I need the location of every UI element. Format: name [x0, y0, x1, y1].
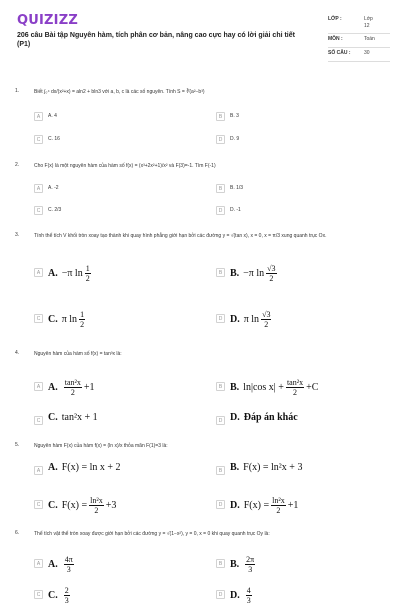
question-text: Nguyên hàm F(x) của hàm f(x) = (ln x)/x thỏa mãn F(1)=3 là:: [34, 443, 168, 449]
option-expression: π ln: [243, 314, 260, 325]
count-label: SỐ CÂU :: [328, 50, 351, 56]
option-suffix: +1: [287, 500, 299, 511]
option-letter-box: D: [216, 416, 225, 425]
option-letter-box: C: [34, 416, 43, 425]
fraction: [261, 310, 271, 329]
fraction: [266, 264, 276, 283]
fraction-denominator: 3: [64, 596, 69, 605]
fraction-numerator: 1: [85, 264, 90, 273]
subject-value: Toán: [364, 36, 375, 42]
option-letter-box: A: [34, 559, 43, 568]
option-label: B.: [230, 382, 240, 393]
fraction-denominator: 2: [269, 274, 274, 283]
fraction-denominator: 2: [80, 320, 85, 329]
fraction-numerator: 4π: [64, 555, 73, 564]
fraction-numerator: 2: [64, 586, 69, 595]
option-label: A.: [48, 559, 58, 570]
fraction-numerator: 2π: [246, 555, 255, 564]
worksheet-header: [0, 0, 400, 72]
fraction-numerator: √3: [262, 310, 271, 319]
option-letter-box: C: [34, 500, 43, 509]
fraction-numerator: ln²x: [272, 496, 285, 505]
option-label: D.: [230, 590, 240, 601]
option-text: B. 1/3: [230, 185, 244, 191]
option-label: D.: [230, 412, 240, 423]
option-letter-box: D: [216, 206, 225, 215]
question-text: Thể tích vật thể tròn xoay được giới hạn bởi các đường y = √(1−x²), y = 0, x = 0 khi quay quanh trục Oy là:: [34, 531, 270, 537]
question-number: 5.: [15, 442, 20, 448]
fraction-numerator: tan²x: [286, 378, 304, 387]
option-letter-box: B: [216, 466, 225, 475]
option-letter-box: B: [216, 382, 225, 391]
option-expression: −π ln: [243, 268, 265, 279]
option-letter-box: B: [216, 184, 225, 193]
option-letter-box: C: [34, 135, 43, 144]
option-expression: F(x) = ln x + 2: [61, 462, 121, 473]
fraction-denominator: 2: [85, 274, 90, 283]
option-letter-box: C: [34, 314, 43, 323]
fraction: [79, 310, 85, 329]
option-text: D. 9: [230, 136, 240, 142]
option-letter-box: C: [34, 590, 43, 599]
fraction-numerator: tan²x: [64, 378, 81, 387]
fraction-denominator: 3: [248, 565, 253, 574]
fraction: [89, 496, 104, 515]
option-label: A.: [48, 268, 58, 279]
fraction-numerator: 4: [246, 586, 251, 595]
question-text: Nguyên hàm của hàm số f(x) = tan³x là:: [34, 351, 122, 357]
class-value: Lớp 12: [364, 16, 373, 29]
worksheet-title: 206 câu Bài tập Nguyên hàm, tích phân cơ bản, nâng cao cực hay có lời giải chi tiết (P1): [17, 32, 295, 48]
fraction-denominator: 2: [276, 506, 281, 515]
option-label: B.: [230, 268, 240, 279]
option-label: B.: [230, 559, 240, 570]
question-text: Biết ∫₀⁴ dx/(x²+x) = aln2 + bln3 với a, b, c là các số nguyên. Tính S = ∛(a²−b³): [34, 89, 205, 95]
fraction-numerator: ln²x: [90, 496, 103, 505]
question-number: 6.: [15, 530, 20, 536]
option-letter-box: C: [34, 206, 43, 215]
option-expression: F(x) =: [243, 500, 270, 511]
fraction-denominator: 2: [94, 506, 99, 515]
fraction: [245, 555, 255, 574]
question-number: 2.: [15, 162, 20, 168]
fraction: [64, 555, 74, 574]
option-letter-box: D: [216, 500, 225, 509]
option-expression: F(x) =: [61, 500, 88, 511]
fraction-denominator: 2: [264, 320, 269, 329]
option-text: B. 3: [230, 113, 239, 119]
option-letter-box: B: [216, 559, 225, 568]
fraction-denominator: 2: [293, 388, 298, 397]
option-expression: π ln: [61, 314, 78, 325]
option-label: B.: [230, 462, 240, 473]
option-label: C.: [48, 590, 58, 601]
option-label: C.: [48, 500, 58, 511]
question-text: Cho F(x) là một nguyên hàm của hàm số f(x) = (x³+2x²+1)/x² và F(3)=-1. Tìm F(-1): [34, 163, 216, 169]
option-label: D.: [230, 314, 240, 325]
fraction: [246, 586, 252, 605]
fraction-denominator: 3: [246, 596, 251, 605]
option-text: D. -1: [230, 207, 241, 213]
question-number: 4.: [15, 350, 20, 356]
option-suffix: +C: [306, 382, 319, 393]
fraction: [85, 264, 91, 283]
option-text: A. 4: [48, 113, 57, 119]
quizizz-logo: QUIZIZZ: [17, 13, 78, 28]
option-label: A.: [48, 462, 58, 473]
option-label: C.: [48, 412, 58, 423]
option-label: A.: [48, 382, 58, 393]
option-letter-box: D: [216, 590, 225, 599]
count-value: 30: [364, 50, 370, 56]
option-letter-box: B: [216, 112, 225, 121]
fraction-numerator: √3: [267, 264, 276, 273]
option-suffix: +3: [105, 500, 117, 511]
option-text: C. 2/3: [48, 207, 62, 213]
question-text: Tính thể tích V khối tròn xoay tạo thành khi quay hình phẳng giới hạn bởi các đường y = √(tan x), x = 0, x = π/3 xung quanh trục Ox.: [34, 233, 327, 239]
fraction: [286, 378, 304, 397]
option-letter-box: A: [34, 184, 43, 193]
option-letter-box: A: [34, 466, 43, 475]
fraction: [64, 586, 70, 605]
option-expression: F(x) = ln²x + 3: [243, 462, 303, 473]
worksheet-meta: [328, 14, 390, 62]
question-number: 1.: [15, 88, 20, 94]
option-expression: ln|cos x| +: [243, 382, 284, 393]
option-suffix: +1: [83, 382, 95, 393]
option-letter-box: A: [34, 112, 43, 121]
question-number: 3.: [15, 232, 20, 238]
fraction-denominator: 3: [66, 565, 71, 574]
fraction-denominator: 2: [70, 388, 75, 397]
option-expression: −π ln: [61, 268, 83, 279]
option-letter-box: B: [216, 268, 225, 277]
option-letter-box: A: [34, 382, 43, 391]
option-label: C.: [48, 314, 58, 325]
subject-label: MÔN :: [328, 36, 343, 42]
option-label: D.: [230, 500, 240, 511]
option-expression: tan²x + 1: [61, 412, 98, 423]
option-expression: Đáp án khác: [243, 412, 298, 423]
option-letter-box: A: [34, 268, 43, 277]
fraction: [64, 378, 82, 397]
option-letter-box: D: [216, 314, 225, 323]
option-text: C. 16: [48, 136, 60, 142]
option-text: A. -2: [48, 185, 59, 191]
option-letter-box: D: [216, 135, 225, 144]
fraction-numerator: 1: [80, 310, 85, 319]
fraction: [271, 496, 286, 515]
class-label: LỚP :: [328, 16, 342, 22]
